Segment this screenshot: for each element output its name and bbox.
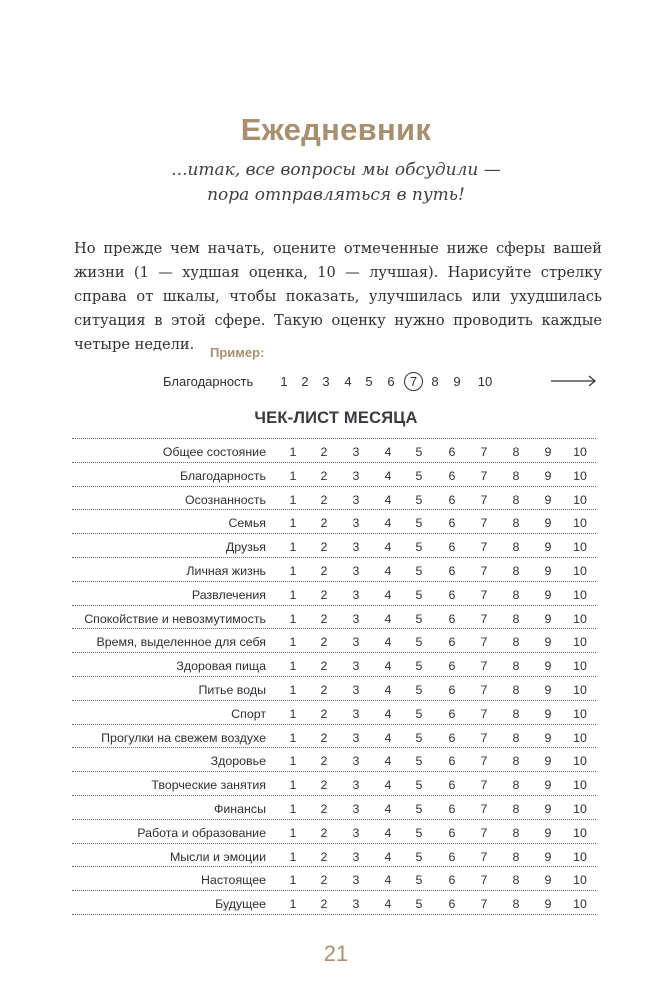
subtitle-line-2: пора отправляться в путь! xyxy=(207,185,465,205)
rating-option[interactable]: 6 xyxy=(448,754,456,769)
rating-option[interactable]: 8 xyxy=(512,706,520,721)
rating-option[interactable]: 1 xyxy=(289,754,297,769)
example-circled-number: 7 xyxy=(404,372,423,391)
rating-option[interactable]: 1 xyxy=(289,468,297,483)
rating-option[interactable]: 3 xyxy=(352,563,360,578)
rating-option[interactable]: 9 xyxy=(544,730,552,745)
rating-option[interactable]: 9 xyxy=(544,516,552,531)
rating-option[interactable]: 3 xyxy=(352,468,360,483)
rating-option[interactable]: 7 xyxy=(480,563,488,578)
rating-option[interactable]: 5 xyxy=(415,873,423,888)
rating-option[interactable]: 10 xyxy=(573,801,587,816)
rating-option[interactable]: 10 xyxy=(573,849,587,864)
rating-option[interactable]: 5 xyxy=(415,659,423,674)
rating-option[interactable]: 7 xyxy=(480,825,488,840)
rating-option[interactable]: 10 xyxy=(573,492,587,507)
checklist-row xyxy=(72,771,596,795)
rating-option[interactable]: 3 xyxy=(352,825,360,840)
checklist-row xyxy=(72,605,596,629)
rating-option[interactable]: 9 xyxy=(544,611,552,626)
rating-option[interactable]: 2 xyxy=(320,682,328,697)
rating-option[interactable]: 10 xyxy=(573,897,587,912)
rating-option[interactable]: 9 xyxy=(544,873,552,888)
rating-option[interactable]: 5 xyxy=(415,706,423,721)
rating-option[interactable]: 8 xyxy=(512,849,520,864)
rating-option[interactable]: 8 xyxy=(512,659,520,674)
example-number: 1 xyxy=(280,374,288,389)
rating-option[interactable]: 6 xyxy=(448,516,456,531)
rating-option[interactable]: 2 xyxy=(320,754,328,769)
rating-option[interactable]: 7 xyxy=(480,540,488,555)
rating-option[interactable]: 7 xyxy=(480,706,488,721)
rating-option[interactable]: 6 xyxy=(448,706,456,721)
rating-option[interactable]: 4 xyxy=(384,492,392,507)
rating-option[interactable]: 5 xyxy=(415,897,423,912)
rating-option[interactable]: 10 xyxy=(573,587,587,602)
rating-option[interactable]: 10 xyxy=(573,516,587,531)
rating-option[interactable]: 9 xyxy=(544,778,552,793)
rating-option[interactable]: 3 xyxy=(352,516,360,531)
rating-option[interactable]: 9 xyxy=(544,635,552,650)
rating-option[interactable]: 1 xyxy=(289,540,297,555)
rating-option[interactable]: 3 xyxy=(352,540,360,555)
rating-option[interactable]: 2 xyxy=(320,873,328,888)
rating-option[interactable]: 5 xyxy=(415,468,423,483)
rating-option[interactable]: 1 xyxy=(289,849,297,864)
rating-option[interactable]: 2 xyxy=(320,516,328,531)
rating-option[interactable]: 5 xyxy=(415,778,423,793)
rating-option[interactable]: 1 xyxy=(289,563,297,578)
rating-option[interactable]: 1 xyxy=(289,801,297,816)
rating-option[interactable]: 5 xyxy=(415,587,423,602)
checklist-row-label: Друзья xyxy=(225,540,266,555)
subtitle-line-1: ...итак, все вопросы мы обсудили — xyxy=(171,160,501,180)
rating-option[interactable]: 4 xyxy=(384,682,392,697)
rating-option[interactable]: 2 xyxy=(320,468,328,483)
example-number: 3 xyxy=(322,374,330,389)
rating-option[interactable]: 6 xyxy=(448,682,456,697)
rating-option[interactable]: 7 xyxy=(480,468,488,483)
rating-option[interactable]: 10 xyxy=(573,445,587,459)
rating-option[interactable]: 3 xyxy=(352,587,360,602)
rating-option[interactable]: 4 xyxy=(384,730,392,745)
rating-option[interactable]: 4 xyxy=(384,873,392,888)
rating-option[interactable]: 5 xyxy=(415,445,423,459)
rating-option[interactable]: 8 xyxy=(512,492,520,507)
rating-option[interactable]: 3 xyxy=(352,492,360,507)
rating-option[interactable]: 4 xyxy=(384,825,392,840)
rating-option[interactable]: 8 xyxy=(512,563,520,578)
checklist-row xyxy=(72,795,596,819)
rating-option[interactable]: 5 xyxy=(415,516,423,531)
rating-option[interactable]: 10 xyxy=(573,682,587,697)
rating-option[interactable]: 10 xyxy=(573,825,587,840)
rating-option[interactable]: 5 xyxy=(415,730,423,745)
rating-option[interactable]: 10 xyxy=(573,563,587,578)
rating-option[interactable]: 8 xyxy=(512,516,520,531)
rating-option[interactable]: 8 xyxy=(512,611,520,626)
rating-option[interactable]: 5 xyxy=(415,492,423,507)
rating-option[interactable]: 6 xyxy=(448,492,456,507)
rating-option[interactable]: 8 xyxy=(512,635,520,650)
rating-option[interactable]: 9 xyxy=(544,492,552,507)
checklist-row xyxy=(72,724,596,748)
rating-option[interactable]: 2 xyxy=(320,635,328,650)
rating-option[interactable]: 6 xyxy=(448,445,456,459)
rating-option[interactable]: 9 xyxy=(544,849,552,864)
checklist-row xyxy=(72,676,596,700)
rating-option[interactable]: 10 xyxy=(573,873,587,888)
rating-option[interactable]: 7 xyxy=(480,873,488,888)
rating-option[interactable]: 3 xyxy=(352,897,360,912)
rating-option[interactable]: 9 xyxy=(544,659,552,674)
checklist-row-label: Время, выделенное для себя xyxy=(96,635,266,650)
rating-option[interactable]: 10 xyxy=(573,730,587,745)
rating-option[interactable]: 3 xyxy=(352,445,360,459)
rating-option[interactable]: 9 xyxy=(544,563,552,578)
rating-option[interactable]: 3 xyxy=(352,873,360,888)
rating-option[interactable]: 1 xyxy=(289,492,297,507)
rating-option[interactable]: 6 xyxy=(448,540,456,555)
rating-option[interactable]: 4 xyxy=(384,635,392,650)
checklist-row-label: Личная жизнь xyxy=(186,563,266,578)
rating-option[interactable]: 8 xyxy=(512,540,520,555)
rating-option[interactable]: 7 xyxy=(480,801,488,816)
rating-option[interactable]: 2 xyxy=(320,825,328,840)
rating-option[interactable]: 4 xyxy=(384,587,392,602)
rating-option[interactable]: 4 xyxy=(384,897,392,912)
rating-option[interactable]: 3 xyxy=(352,730,360,745)
checklist-row-label: Спорт xyxy=(231,706,266,721)
checklist-row-label: Здоровая пища xyxy=(176,659,266,674)
checklist-row-label: Работа и образование xyxy=(137,825,266,840)
checklist-title: ЧЕК-ЛИСТ МЕСЯЦА xyxy=(254,409,418,427)
rating-option[interactable]: 2 xyxy=(320,778,328,793)
rating-option[interactable]: 10 xyxy=(573,754,587,769)
rating-option[interactable]: 6 xyxy=(448,730,456,745)
rating-option[interactable]: 5 xyxy=(415,825,423,840)
rating-option[interactable]: 5 xyxy=(415,563,423,578)
checklist-row xyxy=(72,866,596,890)
rating-option[interactable]: 4 xyxy=(384,754,392,769)
page-title: Ежедневник xyxy=(240,112,432,147)
rating-option[interactable]: 1 xyxy=(289,635,297,650)
rating-option[interactable]: 8 xyxy=(512,897,520,912)
example-number: 2 xyxy=(301,374,309,389)
rating-option[interactable]: 6 xyxy=(448,897,456,912)
rating-option[interactable]: 9 xyxy=(544,587,552,602)
rating-option[interactable]: 8 xyxy=(512,825,520,840)
checklist-row xyxy=(72,462,596,486)
checklist-row-label: Мысли и эмоции xyxy=(169,849,266,864)
rating-option[interactable]: 7 xyxy=(480,659,488,674)
rating-option[interactable]: 10 xyxy=(573,468,587,483)
rating-option[interactable]: 1 xyxy=(289,873,297,888)
rating-option[interactable]: 2 xyxy=(320,730,328,745)
rating-option[interactable]: 5 xyxy=(415,682,423,697)
rating-option[interactable]: 7 xyxy=(480,754,488,769)
rating-option[interactable]: 2 xyxy=(320,897,328,912)
page-number: 21 xyxy=(323,941,349,966)
rating-option[interactable]: 2 xyxy=(320,659,328,674)
rating-option[interactable]: 7 xyxy=(480,492,488,507)
rating-option[interactable]: 2 xyxy=(320,611,328,626)
rating-option[interactable]: 5 xyxy=(415,849,423,864)
rating-option[interactable]: 2 xyxy=(320,492,328,507)
rating-option[interactable]: 1 xyxy=(289,611,297,626)
rating-option[interactable]: 8 xyxy=(512,445,520,459)
checklist-row xyxy=(72,486,596,510)
checklist-row-label: Семья xyxy=(228,516,266,531)
rating-option[interactable]: 3 xyxy=(352,611,360,626)
rating-option[interactable]: 9 xyxy=(544,706,552,721)
checklist-row xyxy=(72,890,596,915)
rating-option[interactable]: 7 xyxy=(480,635,488,650)
checklist-row xyxy=(72,509,596,533)
rating-option[interactable]: 9 xyxy=(544,468,552,483)
rating-option[interactable]: 9 xyxy=(544,754,552,769)
example-number: 6 xyxy=(387,374,395,389)
rating-option[interactable]: 7 xyxy=(480,778,488,793)
rating-option[interactable]: 7 xyxy=(480,682,488,697)
rating-option[interactable]: 6 xyxy=(448,635,456,650)
checklist-row xyxy=(72,438,596,462)
rating-option[interactable]: 8 xyxy=(512,873,520,888)
checklist-table xyxy=(72,438,596,915)
example-number: 10 xyxy=(477,374,493,389)
checklist-row xyxy=(72,533,596,557)
checklist-row-label: Питье воды xyxy=(198,682,266,697)
example-label: Пример: xyxy=(210,345,265,360)
rating-option[interactable]: 4 xyxy=(384,516,392,531)
rating-option[interactable]: 9 xyxy=(544,682,552,697)
rating-option[interactable]: 7 xyxy=(480,445,488,459)
rating-option[interactable]: 10 xyxy=(573,540,587,555)
rating-option[interactable]: 10 xyxy=(573,778,587,793)
rating-option[interactable]: 1 xyxy=(289,516,297,531)
rating-option[interactable]: 3 xyxy=(352,682,360,697)
example-row-label: Благодарность xyxy=(163,374,254,389)
rating-option[interactable]: 4 xyxy=(384,540,392,555)
rating-option[interactable]: 1 xyxy=(289,445,297,459)
rating-option[interactable]: 9 xyxy=(544,825,552,840)
rating-option[interactable]: 1 xyxy=(289,730,297,745)
rating-option[interactable]: 5 xyxy=(415,635,423,650)
rating-option[interactable]: 4 xyxy=(384,778,392,793)
rating-option[interactable]: 7 xyxy=(480,587,488,602)
checklist-row-label: Прогулки на свежем воздухе xyxy=(101,730,266,745)
rating-option[interactable]: 4 xyxy=(384,706,392,721)
checklist-row xyxy=(72,819,596,843)
rating-option[interactable]: 6 xyxy=(448,563,456,578)
rating-option[interactable]: 1 xyxy=(289,778,297,793)
rating-option[interactable]: 4 xyxy=(384,849,392,864)
rating-option[interactable]: 3 xyxy=(352,706,360,721)
rating-option[interactable]: 6 xyxy=(448,468,456,483)
checklist-row xyxy=(72,628,596,652)
rating-option[interactable]: 8 xyxy=(512,682,520,697)
checklist-row-label: Финансы xyxy=(213,801,266,816)
rating-option[interactable]: 5 xyxy=(415,611,423,626)
checklist-row-label: Творческие занятия xyxy=(151,778,266,793)
checklist-row xyxy=(72,557,596,581)
rating-option[interactable]: 10 xyxy=(573,706,587,721)
checklist-row-label: Будущее xyxy=(215,897,266,912)
rating-option[interactable]: 2 xyxy=(320,849,328,864)
rating-option[interactable]: 10 xyxy=(573,611,587,626)
rating-option[interactable]: 4 xyxy=(384,801,392,816)
rating-option[interactable]: 8 xyxy=(512,587,520,602)
rating-option[interactable]: 1 xyxy=(289,587,297,602)
rating-option[interactable]: 1 xyxy=(289,706,297,721)
rating-option[interactable]: 9 xyxy=(544,897,552,912)
example-number: 9 xyxy=(453,374,461,389)
rating-option[interactable]: 4 xyxy=(384,659,392,674)
rating-option[interactable]: 9 xyxy=(544,445,552,459)
rating-option[interactable]: 7 xyxy=(480,611,488,626)
rating-option[interactable]: 2 xyxy=(320,706,328,721)
rating-option[interactable]: 10 xyxy=(573,659,587,674)
rating-option[interactable]: 8 xyxy=(512,754,520,769)
rating-option[interactable]: 9 xyxy=(544,540,552,555)
rating-option[interactable]: 8 xyxy=(512,730,520,745)
rating-option[interactable]: 3 xyxy=(352,635,360,650)
rating-option[interactable]: 7 xyxy=(480,730,488,745)
rating-option[interactable]: 1 xyxy=(289,825,297,840)
rating-option[interactable]: 1 xyxy=(289,659,297,674)
rating-option[interactable]: 1 xyxy=(289,897,297,912)
example-number: 5 xyxy=(365,374,373,389)
checklist-row-label: Спокойствие и невозмутимость xyxy=(84,611,266,626)
checklist-row xyxy=(72,700,596,724)
rating-option[interactable]: 3 xyxy=(352,778,360,793)
checklist-row-label: Осознанность xyxy=(184,492,266,507)
rating-option[interactable]: 6 xyxy=(448,849,456,864)
rating-option[interactable]: 4 xyxy=(384,468,392,483)
rating-option[interactable]: 4 xyxy=(384,445,392,459)
rating-option[interactable]: 3 xyxy=(352,801,360,816)
rating-option[interactable]: 7 xyxy=(480,897,488,912)
intro-paragraph: Но прежде чем начать, оцените отмеченные ниже сферы вашей жизни (1 — худшая оценка, 10 — лучшая). Нарисуйте стрелку справа от шкалы, чтобы показать, улучшилась или ухудшилась ситуация в этой сфере. Такую оценку нужно проводить каждые четыре недели. xyxy=(74,240,602,353)
checklist-row-label: Здоровье xyxy=(210,754,266,769)
rating-option[interactable]: 2 xyxy=(320,563,328,578)
rating-option[interactable]: 6 xyxy=(448,873,456,888)
rating-option[interactable]: 6 xyxy=(448,825,456,840)
checklist-row-label: Благодарность xyxy=(179,468,266,483)
rating-option[interactable]: 8 xyxy=(512,801,520,816)
rating-option[interactable]: 6 xyxy=(448,801,456,816)
rating-option[interactable]: 2 xyxy=(320,801,328,816)
checklist-row xyxy=(72,652,596,676)
rating-option[interactable]: 4 xyxy=(384,563,392,578)
checklist-row-label: Общее состояние xyxy=(162,445,266,459)
arrow-right-icon xyxy=(550,374,598,388)
rating-option[interactable]: 7 xyxy=(480,516,488,531)
checklist-row xyxy=(72,843,596,867)
rating-option[interactable]: 6 xyxy=(448,659,456,674)
rating-option[interactable]: 4 xyxy=(384,611,392,626)
rating-option[interactable]: 7 xyxy=(480,849,488,864)
rating-option[interactable]: 6 xyxy=(448,587,456,602)
checklist-row xyxy=(72,581,596,605)
rating-option[interactable]: 8 xyxy=(512,778,520,793)
checklist-row-label: Развлечения xyxy=(191,587,266,602)
example-number: 4 xyxy=(344,374,352,389)
rating-option[interactable]: 1 xyxy=(289,682,297,697)
rating-option[interactable]: 5 xyxy=(415,754,423,769)
checklist-row xyxy=(72,747,596,771)
rating-option[interactable]: 3 xyxy=(352,849,360,864)
rating-option[interactable]: 10 xyxy=(573,635,587,650)
checklist-row-label: Настоящее xyxy=(200,873,266,888)
rating-option[interactable]: 2 xyxy=(320,540,328,555)
rating-option[interactable]: 2 xyxy=(320,587,328,602)
rating-option[interactable]: 3 xyxy=(352,659,360,674)
rating-option[interactable]: 2 xyxy=(320,445,328,459)
rating-option[interactable]: 3 xyxy=(352,754,360,769)
rating-option[interactable]: 5 xyxy=(415,801,423,816)
example-number: 8 xyxy=(431,374,439,389)
rating-option[interactable]: 6 xyxy=(448,611,456,626)
rating-option[interactable]: 5 xyxy=(415,540,423,555)
rating-option[interactable]: 9 xyxy=(544,801,552,816)
rating-option[interactable]: 6 xyxy=(448,778,456,793)
rating-option[interactable]: 8 xyxy=(512,468,520,483)
